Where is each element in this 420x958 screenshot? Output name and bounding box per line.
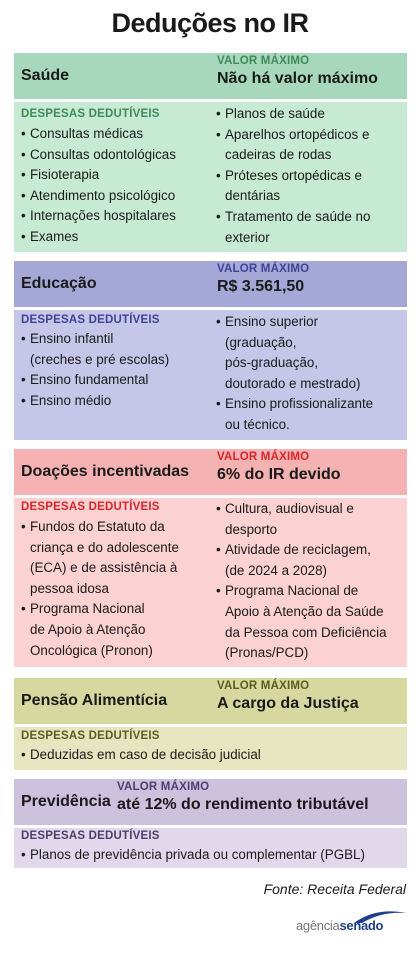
deductible-list-left	[21, 124, 176, 248]
section-body	[14, 727, 407, 770]
deductible-list-right	[216, 499, 387, 664]
max-value-label: VALOR MÁXIMO	[217, 263, 310, 275]
deductible-label: DESPESAS DEDUTÍVEIS	[21, 730, 160, 742]
section-body	[14, 498, 407, 667]
section-name: Educação	[14, 261, 216, 307]
list-item: • Planos de saúde	[216, 104, 370, 125]
section-header	[14, 449, 407, 495]
section-saude	[14, 53, 407, 252]
section-name: Pensão Alimentícia	[14, 678, 216, 724]
section-educacao	[14, 261, 407, 440]
deductible-label: DESPESAS DEDUTÍVEIS	[21, 314, 160, 326]
section-header	[14, 779, 407, 825]
list-item: • Programa Nacional de Apoio à Atenção Oncológica (Pronon)	[21, 599, 179, 661]
section-body	[14, 102, 407, 252]
list-item: • Cultura, audiovisual e desporto	[216, 499, 387, 540]
list-item: • Atendimento psicológico	[21, 186, 176, 207]
list-item: • Ensino profissionalizante ou técnico.	[216, 394, 373, 435]
list-item: • Aparelhos ortopédicos e cadeiras de rodas	[216, 125, 370, 166]
deductible-label: DESPESAS DEDUTÍVEIS	[21, 830, 160, 842]
max-value-box	[212, 678, 407, 724]
deductible-label: DESPESAS DEDUTÍVEIS	[21, 501, 160, 513]
section-header	[14, 261, 407, 307]
max-value-label: VALOR MÁXIMO	[217, 680, 310, 692]
section-name: Previdência	[14, 779, 116, 825]
list-item: • Deduzidas em caso de decisão judicial	[21, 745, 261, 766]
deductible-list	[21, 845, 365, 866]
section-header	[14, 678, 407, 724]
max-value: R$ 3.561,50	[217, 278, 305, 295]
section-pensao	[14, 678, 407, 770]
section-header	[14, 53, 407, 99]
page-title: Deduções no IR	[111, 8, 309, 38]
section-doacoes	[14, 449, 407, 667]
deductible-label: DESPESAS DEDUTÍVEIS	[21, 108, 160, 120]
source-note: Fonte: Receita Federal	[263, 881, 406, 897]
max-value-box	[212, 53, 407, 99]
list-item: • Fisioterapia	[21, 165, 176, 186]
section-body	[14, 310, 407, 440]
deductible-list-left	[21, 329, 169, 411]
deductible-list-right	[216, 104, 370, 248]
max-value-box	[212, 261, 407, 307]
agencia-senado-logo: agênciasenado	[296, 918, 384, 933]
section-name: Doações incentivadas	[14, 449, 216, 495]
section-name: Saúde	[14, 53, 216, 99]
max-value-label: VALOR MÁXIMO	[217, 55, 310, 67]
max-value-label: VALOR MÁXIMO	[217, 451, 310, 463]
max-value: A cargo da Justiça	[217, 695, 359, 712]
list-item: • Programa Nacional de Apoio à Atenção da Saúde da Pessoa com Deficiência (Pronas/PCD)	[216, 581, 387, 663]
deductible-list-right	[216, 312, 373, 436]
max-value: até 12% do rendimento tributável	[117, 796, 369, 813]
list-item: • Consultas médicas	[21, 124, 176, 145]
list-item: • Fundos do Estatuto da criança e do adolescente (ECA) e de assistência à pessoa idosa	[21, 517, 179, 599]
max-value: Não há valor máximo	[217, 70, 378, 87]
max-value-box	[212, 449, 407, 495]
list-item: • Consultas odontológicas	[21, 145, 176, 166]
deductible-list	[21, 745, 261, 766]
list-item: • Exames	[21, 227, 176, 248]
list-item: • Ensino infantil (creches e pré escolas)	[21, 329, 169, 370]
section-previdencia	[14, 779, 407, 868]
max-value: 6% do IR devido	[217, 466, 341, 483]
list-item: • Planos de previdência privada ou complementar (PGBL)	[21, 845, 365, 866]
list-item: • Ensino médio	[21, 391, 169, 412]
list-item: • Ensino superior (graduação, pós-graduação, doutorado e mestrado)	[216, 312, 373, 394]
list-item: • Tratamento de saúde no exterior	[216, 207, 370, 248]
section-body	[14, 828, 407, 868]
max-value-label: VALOR MÁXIMO	[117, 781, 210, 793]
max-value-box	[112, 779, 407, 825]
list-item: • Internações hospitalares	[21, 206, 176, 227]
list-item: • Ensino fundamental	[21, 370, 169, 391]
deductible-list-left	[21, 517, 179, 661]
list-item: • Atividade de reciclagem, (de 2024 a 2028)	[216, 540, 387, 581]
list-item: • Próteses ortopédicas e dentárias	[216, 166, 370, 207]
